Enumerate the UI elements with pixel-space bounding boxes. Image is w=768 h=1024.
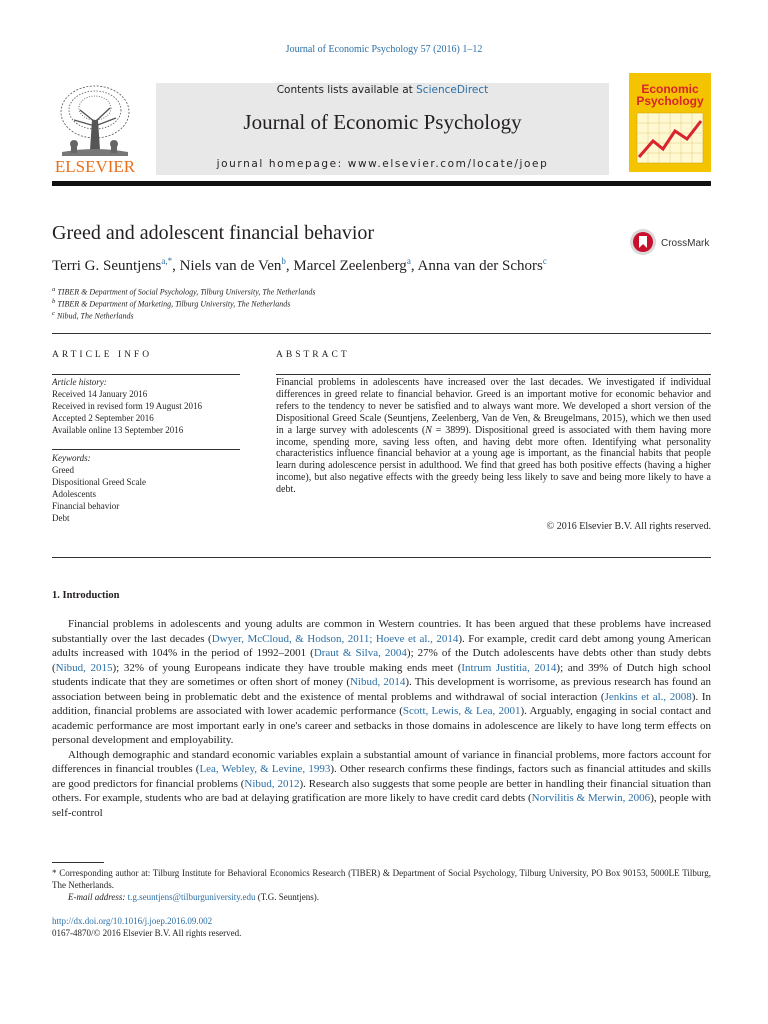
keyword: Greed (52, 465, 74, 475)
citation-link[interactable]: Norvilitis & Merwin, 2006 (531, 792, 651, 804)
affiliation: $^b$ TIBER & Department of Marketing, Tilburg University, The Netherlands (52, 298, 291, 309)
sciencedirect-link[interactable]: ScienceDirect (416, 84, 489, 96)
keyword: Dispositional Greed Scale (52, 477, 146, 487)
author-name: Niels van de Ven (179, 258, 282, 274)
journal-homepage: journal homepage: www.elsevier.com/locate/joep (216, 158, 549, 170)
article-title: Greed and adolescent financial behavior (52, 222, 375, 244)
crossmark-badge[interactable] (629, 228, 719, 258)
citation-link[interactable]: Lea, Webley, & Levine, 1993 (199, 763, 331, 775)
doi-link[interactable]: http://dx.doi.org/10.1016/j.joep.2016.09.002 (52, 916, 213, 926)
keyword: Adolescents (52, 489, 96, 499)
svg-text:ELSEVIER: ELSEVIER (54, 157, 136, 175)
homepage-link[interactable]: www.elsevier.com/locate/joep (347, 158, 549, 170)
affiliation: $^c$ Nibud, The Netherlands (52, 310, 134, 321)
paragraph (52, 748, 711, 821)
history-item: Received in revised form 19 August 2016 (52, 401, 202, 411)
history-item: Accepted 2 September 2016 (52, 413, 154, 423)
divider (52, 374, 240, 375)
paragraph-text: ). Other research confirms these findings, factors such as financial attitudes and skills are good predictors for financial problems ( (52, 763, 712, 790)
elsevier-logo[interactable] (52, 80, 138, 175)
citation-link[interactable]: Nibud, 2012 (244, 777, 300, 790)
article-info-heading: ARTICLE INFO (52, 350, 153, 360)
divider (276, 374, 711, 375)
affiliation-marker[interactable]: c (542, 256, 547, 266)
affiliation-marker[interactable]: a (406, 256, 411, 266)
author-name: Terri G. Seuntjens (52, 258, 162, 274)
paragraph-text: ). Research also suggests that some people are better in handling their financial situation than others. For example, students who are bad at delaying gratification are more likely to have credit card debts ( (52, 777, 711, 804)
footnote (52, 867, 711, 903)
history-label: Article history: (52, 377, 107, 387)
svg-text:Psychology: Psychology (636, 94, 704, 108)
section-heading: 1. Introduction (52, 590, 120, 601)
crossmark-icon (629, 228, 719, 258)
issn-copyright: 0167-4870/© 2016 Elsevier B.V. All rights reserved. (52, 928, 242, 938)
affiliation: $^a$ TIBER & Department of Social Psychology, Tilburg University, The Netherlands (52, 286, 316, 297)
author-name: Anna van der Schors (417, 258, 543, 274)
keyword: Debt (52, 513, 70, 523)
abstract-copyright: © 2016 Elsevier B.V. All rights reserved. (546, 521, 711, 532)
citation-link[interactable]: Draut & Silva, 2004 (313, 647, 407, 659)
corresponding-author-note: * Corresponding author at: Tilburg Institute for Behavioral Economics Research (TIBER) & Department of Social Psychology, Tilburg University, PO Box 90153, 5000LE Tilburg, The Netherlands. (52, 868, 711, 890)
author-list: Terri G. Seuntjens$^{a,*}$, Niels van de Ven$^b$, Marcel Zeelenberg$^a$, Anna van der Schors$^c$ (52, 256, 547, 274)
paragraph-text: ); and 39% of Dutch high school students indicate that they are sometimes or often short of money ( (52, 661, 711, 688)
paragraph-text: Financial problems in adolescents and young adults are common in Western countries. It has been argued that these problems have increased substantially over the last decades ( (52, 618, 711, 645)
author-name: Marcel Zeelenberg (293, 258, 407, 274)
email-link[interactable]: t.g.seuntjens@tilburguniversity.edu (127, 892, 256, 902)
paragraph-text: ). Arguably, engaging in social contact and academic performance are most important early in one's career and setbacks in those domains in adolescence are likely to have long term effects on personal development and employability. (52, 705, 711, 746)
paragraph-text: ). This development is worrisome, as previous research has found an association between being in problematic debt and the existence of mental problems and withdrawal of social interaction ( (52, 676, 712, 703)
paragraph-text: ), people with self-control (52, 792, 711, 819)
citation-link[interactable]: Scott, Lewis, & Lea, 2001 (402, 705, 521, 717)
journal-name[interactable]: Journal of Economic Psychology (243, 110, 522, 134)
citation-link[interactable]: Nibud, 2015 (55, 661, 113, 674)
paragraph-text: Although demographic and standard economic variables explain a substantial amount of variance in financial problems, more factors account for differences in financial troubles ( (52, 748, 711, 775)
paragraph (52, 617, 711, 748)
citation-link[interactable]: Intrum Justitia, 2014 (461, 661, 557, 674)
keyword: Financial behavior (52, 501, 120, 511)
email-line: E-mail address: t.g.seuntjens@tilburguniversity.edu (T.G. Seuntjens). (68, 892, 320, 902)
svg-text:Economic: Economic (641, 82, 699, 96)
citation-link[interactable]: Jenkins et al., 2008 (604, 690, 692, 703)
divider (52, 449, 240, 450)
citation-link[interactable]: Dwyer, McCloud, & Hodson, 2011; Hoeve et al., 2014 (211, 632, 459, 645)
elsevier-tree-icon (52, 80, 138, 175)
paragraph-text: ); 27% of the Dutch adolescents have debts other than study debts ( (52, 647, 711, 674)
introduction-body (52, 617, 711, 820)
header-divider (52, 181, 711, 186)
divider (52, 557, 711, 558)
history-item: Available online 13 September 2016 (52, 425, 184, 435)
paragraph-text: ); 32% of young Europeans indicate they have trouble making ends meet ( (112, 661, 462, 674)
abstract-body: Financial problems in adolescents have increased over the last decades. We investigated if individual differences in greed relate to financial behavior. Greed is an important motive for economic behavior and refers to the tendency to never be satisfied and to always want more. We developed a short version of the Dispositional Greed Scale (Seuntjens, Zeelenberg, Van de Ven, & Breugelmans, 2015), which we then used in a large survey with adolescents (N = 3899). Dispositional greed is associated with them having more income, spending more, saving less often, and having debt more often. Identifying what personality characteristics influence financial behavior at a young age is important, as the financial habits that people learn during adolescence persist in adulthood. We find that greed has both positive effects (having a higher income), but also negative effects with the greedy being less likely to save and being more likely to have a debt. (276, 377, 711, 496)
footnote-divider (52, 862, 104, 863)
paragraph-text: ). For example, credit card debt among young American adults increased with 104% in the period of 1992–2001 ( (52, 632, 711, 659)
journal-cover-image[interactable] (629, 73, 711, 172)
keywords-label: Keywords: (52, 453, 91, 463)
divider (52, 333, 711, 334)
svg-text:CrossMark: CrossMark (661, 238, 710, 249)
citation-link[interactable]: Nibud, 2014 (349, 676, 406, 688)
abstract-heading: ABSTRACT (276, 350, 350, 360)
paragraph-text: ). In addition, financial problems are associated with lower academic performance ( (52, 690, 711, 717)
affiliation-marker[interactable]: a,* (161, 256, 173, 266)
history-item: Received 14 January 2016 (52, 389, 148, 399)
journal-reference-link[interactable]: Journal of Economic Psychology 57 (2016) 1–12 (285, 44, 483, 55)
contents-line: Contents lists available at ScienceDirect (276, 84, 489, 96)
affiliation-marker[interactable]: b (281, 256, 286, 266)
